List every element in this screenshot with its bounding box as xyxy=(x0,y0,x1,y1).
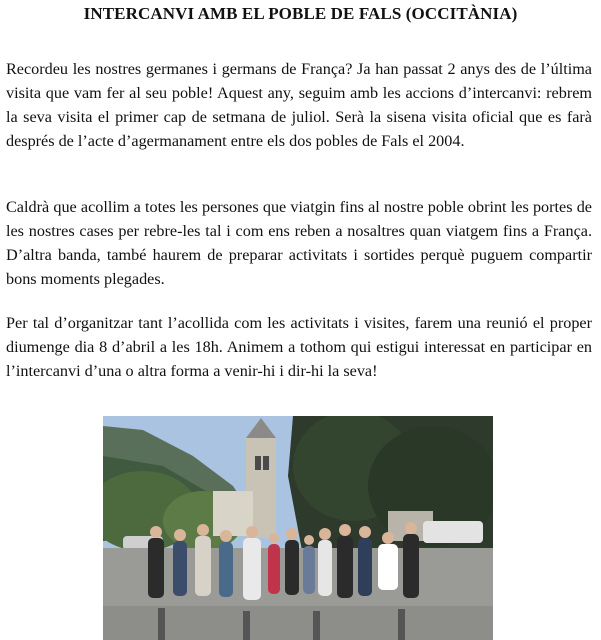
article-title: INTERCANVI AMB EL POBLE DE FALS (OCCITÀNIA) xyxy=(83,4,518,23)
group-photo-illustration xyxy=(103,416,493,640)
paragraph-3: Per tal d’organitzar tant l’acollida com les activitats i visites, farem una reunió el proper diumenge dia 8 d’abril a les 18h. Animem a tothom qui estigui interessat en participar en l’intercanvi d’una o altra forma a venir-hi i dir-hi la seva! xyxy=(6,314,592,380)
paragraph-2: Caldrà que acollim a totes les persones que viatgin fins al nostre poble obrint les portes de les nostres cases per rebre-les tal i com ens reben a nosaltres quan viatgem fins a França. D’altra banda, també haurem de preparar activitats i sortides perquè puguem compartir bons moments plegades. xyxy=(6,198,592,288)
paragraph-1: Recordeu les nostres germanes i germans de França? Ja han passat 2 anys des de l’última visita que vam fer al seu poble! Aquest any, seguim amb les accions d’intercanvi: rebrem la seva visita el primer cap de setmana de juliol. Serà la sisena visita oficial que es farà després de l’acte d’agermanament entre els dos pobles de Fals el 2004. xyxy=(6,60,592,150)
group-photo xyxy=(103,416,493,640)
